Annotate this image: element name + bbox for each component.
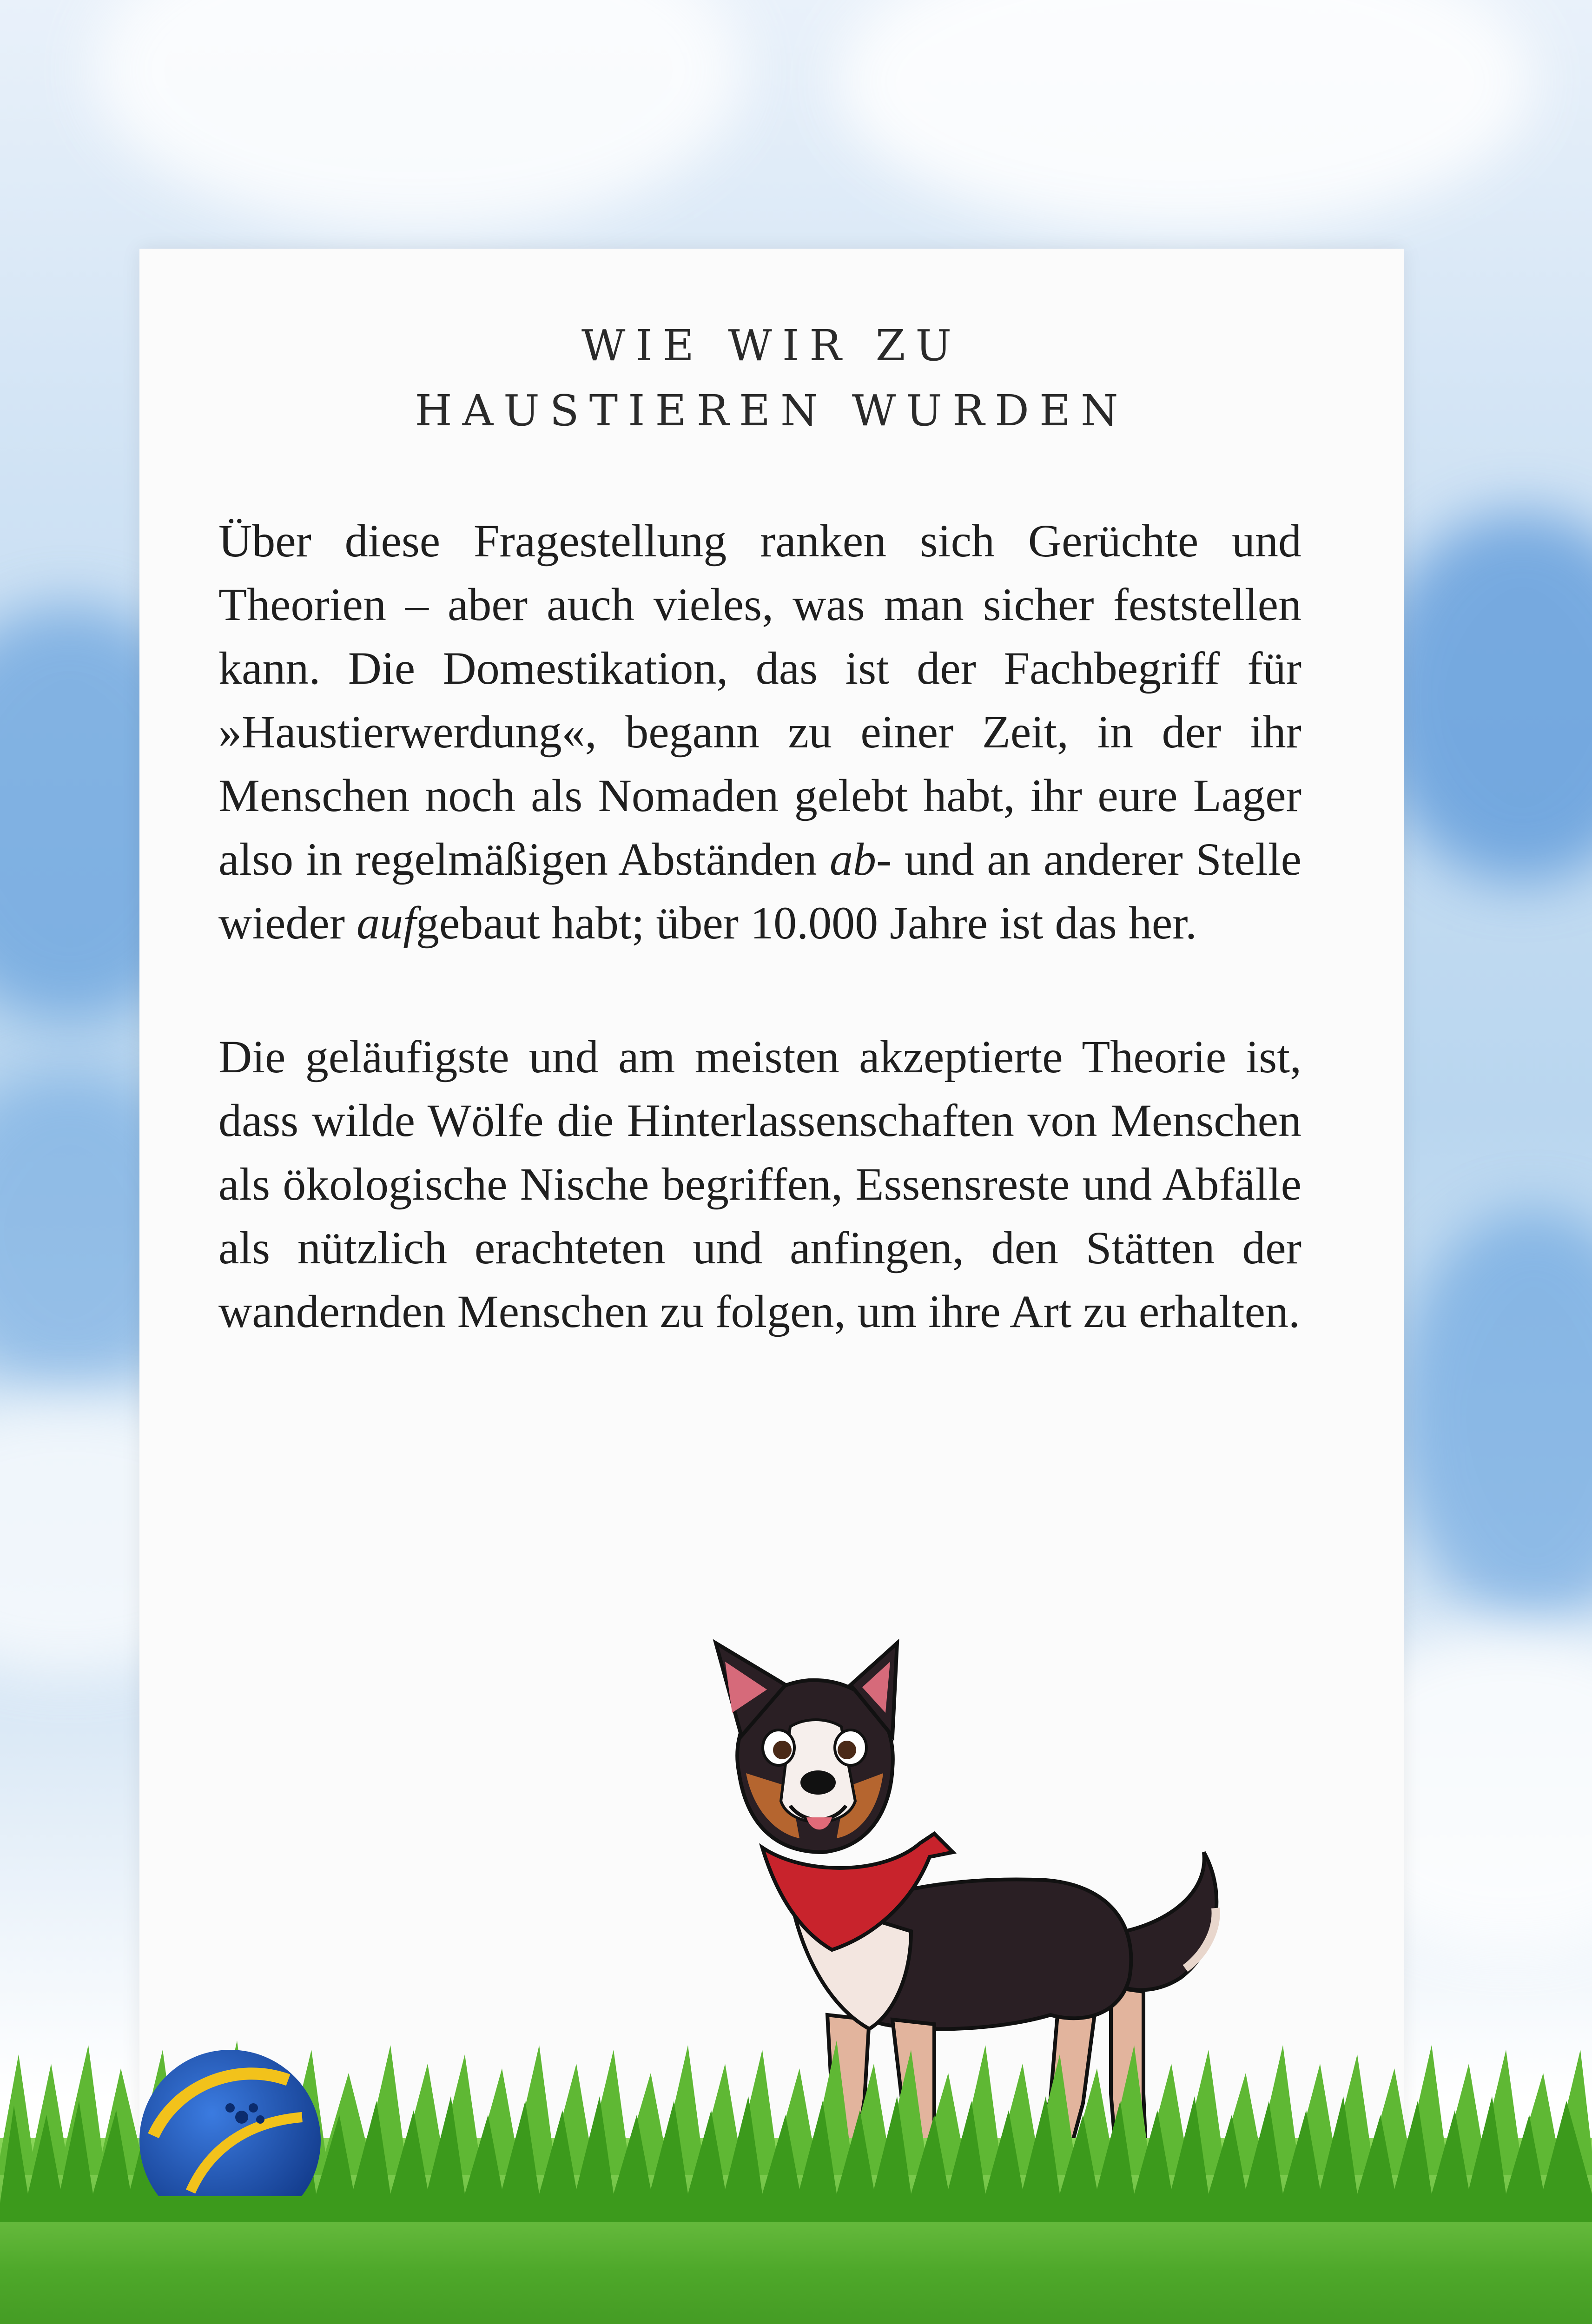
paragraph-1-part-1: Über diese Fragestellung ranken sich Gerüchte und Theorien – aber auch vieles, was man sicher feststellen kann. Die Domestikation, das ist der Fachbegriff für »Haustierwerdung«, begann zu einer Zeit, in der ihr Menschen noch als Nomaden gelebt habt, ihr eure Lager also in regelmäßigen Abständen bbox=[218, 515, 1301, 885]
ball-icon bbox=[135, 2043, 325, 2196]
paragraph-2: Die geläufigste und am meisten akzeptierte Theorie ist, dass wilde Wölfe die Hinterlassenschaften von Menschen als ökologische Nische begriffen, Essensreste und Abfälle als nützlich erachteten und anfingen, den Stätten der wandernden Menschen zu folgen, um ihre Art zu erhalten. bbox=[218, 1031, 1301, 1337]
paragraph-1-italic-auf: auf bbox=[357, 897, 416, 949]
paragraph-1-italic-ab: ab bbox=[830, 833, 877, 885]
page-title-line-2: HAUSTIEREN WURDEN bbox=[415, 386, 1129, 436]
text-card bbox=[139, 249, 1404, 2150]
page-title-line-1: WIE WIR ZU bbox=[581, 321, 962, 370]
paragraph-1-part-2: - und an anderer Stelle wieder bbox=[218, 833, 1301, 949]
paragraph-1 bbox=[218, 509, 1301, 955]
paragraph-1-part-3: gebaut habt; über 10.000 Jahre ist das her. bbox=[416, 897, 1197, 949]
